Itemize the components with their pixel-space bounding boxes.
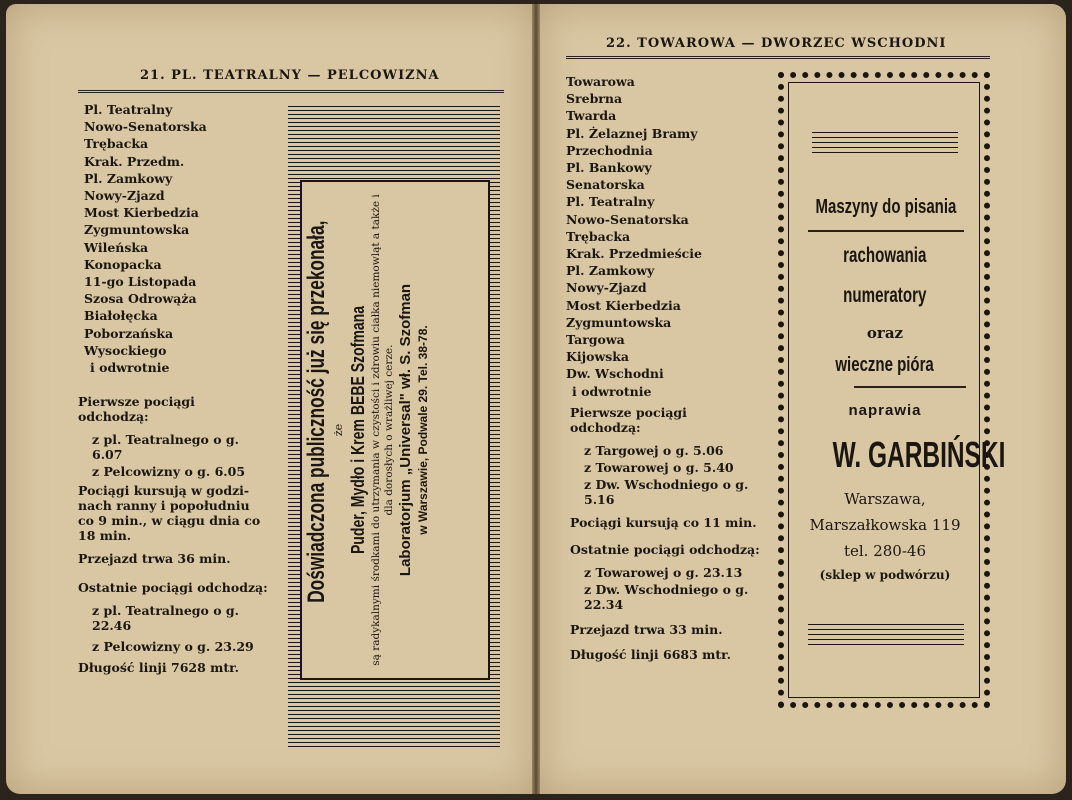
stop-item: Wysockiego: [84, 342, 167, 358]
ad-line-and: oraz: [866, 324, 904, 342]
ad-line-typewriters: Maszyny do pisania: [815, 196, 957, 218]
stop-item: Konopacka: [84, 256, 162, 272]
first-train-3: z Dw. Wschodniego o g. 5.16: [584, 477, 749, 507]
line-length: Długość linji 6683 mtr.: [570, 647, 731, 662]
stop-item: Trębacka: [84, 136, 149, 152]
frequency-note: Pociągi kursują w godzi- nach ranny i popołudniu co 9 min., w ciągu dnia co 18 min.: [78, 483, 261, 543]
first-train-2: z Towarowej o g. 5.40: [584, 460, 734, 475]
stop-item: i odwrotnie: [90, 360, 170, 376]
stop-item: Trębacka: [566, 228, 631, 244]
stop-item: Nowo-Senatorska: [566, 211, 689, 227]
ad-phone: tel. 280-46: [843, 542, 927, 560]
last-trains-heading: Ostatnie pociągi odchodzą:: [570, 542, 760, 557]
stop-item: 11-go Listopada: [84, 274, 197, 290]
stop-item: Nowy-Zjazd: [566, 280, 647, 296]
stop-item: Krak. Przedm.: [84, 153, 185, 169]
stop-item: Twarda: [566, 108, 617, 124]
frequency-note: Pociągi kursują co 11 min.: [570, 515, 757, 530]
ad-laboratory: Laboratorjum „Universal" wł. S. Szofman: [397, 283, 414, 577]
stop-item: Most Kierbedzia: [566, 297, 681, 313]
right-header-rule: [566, 56, 990, 59]
ad-headline: Doświadczona publiczność już się przekonała,: [303, 220, 330, 603]
stop-item: Poborzańska: [84, 325, 174, 341]
bebe-cosmetics-ad: [288, 106, 500, 748]
ad-address: w Warszawie, Podwale 29. Tel. 38-78.: [416, 325, 430, 535]
garbinski-typewriter-ad: [778, 72, 1006, 708]
first-trains-heading: Pierwsze pociągi odchodzą:: [570, 405, 687, 435]
stop-item: Przechodnia: [566, 142, 653, 158]
ad-line-pens: wieczne pióra: [835, 354, 935, 376]
stop-item: Szosa Odrowąża: [84, 291, 197, 307]
ad-top-lines: [812, 132, 958, 156]
ad-inner-panel: [300, 180, 490, 680]
stop-item: Srebrna: [566, 91, 623, 107]
last-train-2: z Pelcowizny o g. 23.29: [92, 639, 254, 654]
stop-item: Dw. Wschodni: [566, 366, 664, 382]
stop-item: i odwrotnie: [572, 383, 652, 399]
last-train-1: z pl. Teatralnego o g. 22.46: [92, 603, 240, 633]
left-stop-list: [84, 101, 207, 376]
line-length: Długość linji 7628 mtr.: [78, 660, 239, 675]
duration-note: Przejazd trwa 36 min.: [78, 551, 231, 566]
book-gutter: [532, 4, 540, 794]
ad-line-numerators: numeratory: [843, 284, 927, 307]
first-train-1: z pl. Teatralnego o g. 6.07: [92, 432, 240, 462]
ad-street: Marszałkowska 119: [809, 516, 961, 534]
stop-item: Pl. Teatralny: [566, 194, 655, 210]
stop-item: Białołęcka: [84, 308, 158, 324]
stop-item: Krak. Przedmieście: [566, 246, 702, 262]
ad-conjunction: że: [332, 423, 345, 437]
last-train-2: z Dw. Wschodniego o g. 22.34: [584, 582, 749, 612]
stop-item: Pl. Teatralny: [84, 102, 173, 117]
stop-item: Towarowa: [566, 74, 635, 89]
first-train-1: z Targowej o g. 5.06: [584, 443, 724, 458]
left-header-rule: [78, 90, 504, 93]
left-schedule: [78, 394, 268, 683]
ad-line-calculators: rachowania: [843, 244, 927, 267]
stop-item: Wileńska: [84, 239, 149, 255]
ad-line-repairs: naprawia: [848, 402, 922, 419]
ad-bottom-lines: [808, 624, 964, 648]
last-train-1: z Towarowej o g. 23.13: [584, 565, 743, 580]
ad-product: Puder, Mydło i Krem BEBE Szofmana: [348, 305, 368, 555]
stop-item: Pl. Zamkowy: [566, 263, 655, 279]
ad-shop-location: (sklep w podwórzu): [819, 568, 951, 582]
ad-rotated-text: [302, 190, 488, 670]
stop-item: Nowy-Zjazd: [84, 188, 165, 204]
stop-item: Pl. Bankowy: [566, 160, 652, 176]
stop-item: Pl. Zamkowy: [84, 170, 173, 186]
ad-description: są radykalnymi środkami do utrzymania w czystości i zdrowiu ciałka niemowląt a także i dla dorosłych o wrażliwej cerze.: [370, 194, 395, 666]
ad-company-name: W. GARBIŃSKI: [832, 434, 1006, 475]
last-trains-heading: Ostatnie pociągi odchodzą:: [78, 580, 268, 595]
ad-city: Warszawa,: [844, 490, 926, 508]
stop-item: Pl. Żelaznej Bramy: [566, 125, 698, 141]
stop-item: Targowa: [566, 332, 625, 348]
stop-item: Kijowska: [566, 349, 630, 365]
right-stop-list: [566, 73, 702, 400]
duration-note: Przejazd trwa 33 min.: [570, 622, 723, 637]
ad-inner-border: [788, 82, 1006, 698]
right-page-header: 22. TOWAROWA — DWORZEC WSCHODNI: [606, 36, 947, 51]
stop-item: Most Kierbedzia: [84, 205, 199, 221]
ad-rule-2: [854, 386, 966, 388]
stop-item: Nowo-Senatorska: [84, 119, 207, 135]
stop-item: Zygmuntowska: [84, 222, 190, 238]
left-page-header: 21. PL. TEATRALNY — PELCOWIZNA: [140, 68, 440, 83]
stop-item: Zygmuntowska: [566, 314, 672, 330]
stop-item: Senatorska: [566, 177, 645, 193]
ad-rule-1: [808, 230, 964, 232]
first-train-2: z Pelcowizny o g. 6.05: [92, 464, 246, 479]
first-trains-heading: Pierwsze pociągi odchodzą:: [78, 394, 195, 424]
right-schedule: [570, 405, 760, 670]
